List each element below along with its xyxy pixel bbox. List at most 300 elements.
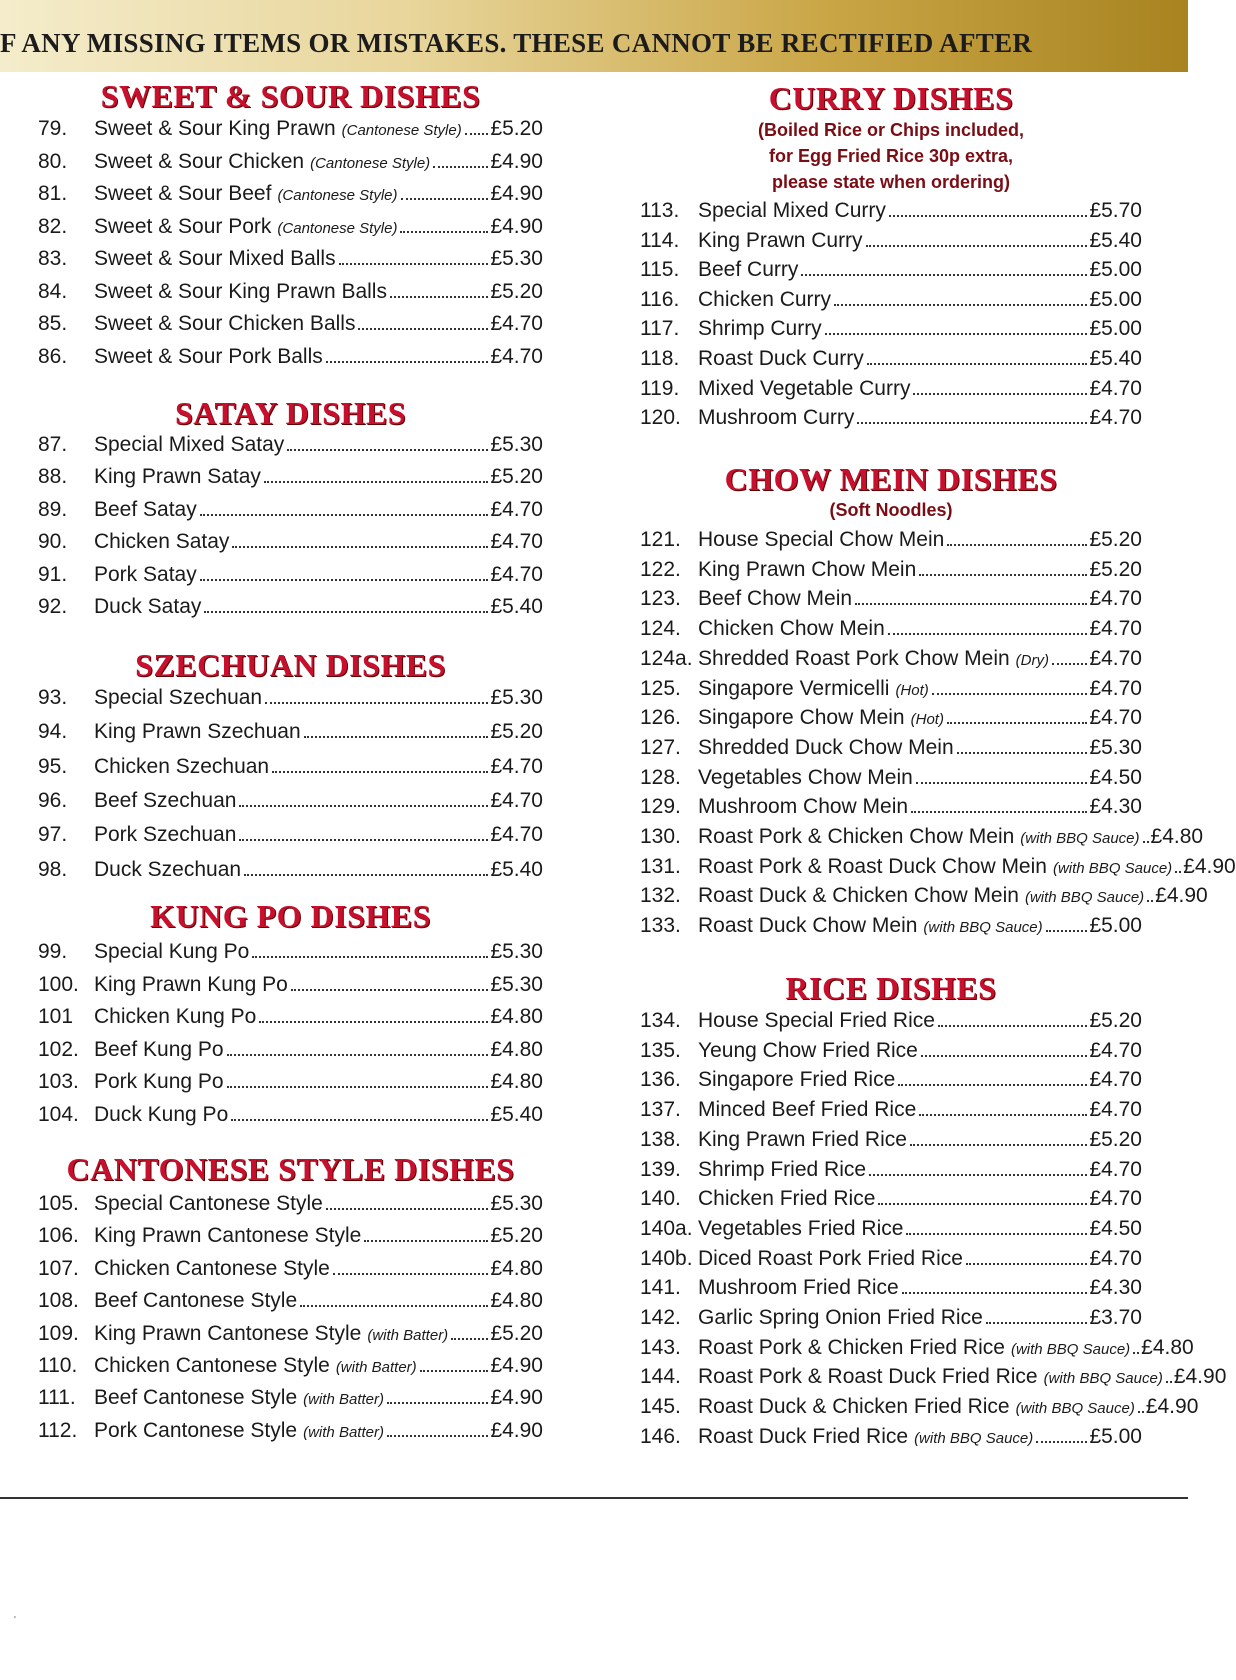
item-price: £4.50 <box>1089 765 1142 789</box>
item-price: £4.90 <box>1173 1365 1227 1389</box>
item-price: £5.20 <box>490 1224 543 1248</box>
menu-item <box>38 973 543 1003</box>
dot-leader <box>916 782 1088 784</box>
item-number: 90. <box>38 530 68 554</box>
dot-leader <box>401 198 489 200</box>
item-price: £5.30 <box>1089 735 1142 759</box>
dot-leader <box>465 133 489 135</box>
item-note: (Cantonese Style) <box>310 154 431 172</box>
item-name: Shrimp Curry <box>698 317 822 341</box>
item-name: Vegetables Fried Rice <box>698 1216 904 1240</box>
item-number: 81. <box>38 182 68 205</box>
dot-leader <box>825 333 1088 335</box>
dot-leader <box>364 1240 488 1242</box>
menu-item <box>640 1335 1194 1366</box>
item-name: Chicken Kung Po <box>94 1005 257 1029</box>
item-price: £5.30 <box>490 940 543 963</box>
section-title: RICE DISHES <box>785 970 997 1006</box>
item-price: £4.90 <box>490 1418 543 1442</box>
item-name: Roast Duck Chow Mein <box>698 914 918 938</box>
item-name: Pork Kung Po <box>94 1070 224 1094</box>
menu-item <box>640 258 1142 288</box>
item-price: £5.20 <box>1089 1127 1142 1151</box>
item-name: Roast Duck Fried Rice <box>698 1424 909 1448</box>
item-number: 127. <box>640 735 681 759</box>
item-number: 112. <box>38 1418 78 1442</box>
section-title: SATAY DISHES <box>175 395 406 431</box>
menu-item <box>38 1038 543 1068</box>
dot-leader <box>451 1338 488 1340</box>
item-price: £4.70 <box>1089 376 1142 400</box>
dot-leader <box>1166 1381 1172 1383</box>
item-price: £4.70 <box>1089 617 1142 641</box>
menu-item <box>38 940 543 970</box>
item-name: Mushroom Curry <box>698 406 855 430</box>
item-price: £5.00 <box>1089 258 1142 282</box>
item-price: £5.20 <box>490 117 543 140</box>
section-note: please state when ordering) <box>771 172 1011 192</box>
item-price: £4.70 <box>1089 1157 1142 1181</box>
item-number: 124a. <box>640 646 693 670</box>
menu-item <box>38 530 543 560</box>
dot-leader <box>291 989 489 991</box>
scan-mark: ' <box>14 1615 16 1626</box>
dot-leader <box>433 166 488 168</box>
item-name: Singapore Fried Rice <box>698 1068 896 1092</box>
item-name: Roast Duck & Chicken Fried Rice <box>698 1395 1010 1419</box>
item-number: 83. <box>38 247 68 270</box>
item-price: £4.70 <box>490 823 543 847</box>
item-price: £4.90 <box>1155 884 1208 908</box>
item-price: £4.80 <box>490 1256 543 1280</box>
item-note: (Hot) <box>895 681 929 699</box>
item-number: 80. <box>38 149 68 173</box>
item-name: Roast Duck Curry <box>698 347 864 370</box>
dot-leader <box>204 611 488 613</box>
item-price: £4.70 <box>1089 706 1142 730</box>
item-name: Shredded Roast Pork Chow Mein <box>698 646 1010 670</box>
item-price: £3.70 <box>1089 1306 1142 1329</box>
dot-leader <box>232 546 488 548</box>
item-price: £4.30 <box>1089 795 1142 819</box>
item-number: 129. <box>640 795 681 819</box>
menu-item <box>640 1276 1142 1306</box>
dot-leader <box>390 296 488 298</box>
item-name: Sweet & Sour Chicken Balls <box>94 312 356 335</box>
item-number: 97. <box>38 823 68 847</box>
item-name: Beef Satay <box>94 497 197 521</box>
item-number: 137. <box>640 1098 681 1122</box>
section-note: for Egg Fried Rice 30p extra, <box>768 146 1014 166</box>
dot-leader <box>1175 871 1181 873</box>
item-name: Duck Szechuan <box>94 857 242 881</box>
item-price: £5.20 <box>1089 1009 1142 1032</box>
menu-item <box>640 1365 1227 1395</box>
item-number: 144. <box>640 1365 681 1389</box>
item-name: Beef Cantonese Style <box>94 1386 298 1410</box>
item-name: Chicken Satay <box>94 530 230 554</box>
item-price: £5.00 <box>1089 287 1142 311</box>
menu-item <box>640 347 1142 377</box>
item-price: £4.70 <box>490 530 543 554</box>
item-note: (with Batter) <box>367 1326 449 1344</box>
dot-leader <box>287 449 488 451</box>
item-price: £4.80 <box>490 1037 543 1061</box>
item-name: Yeung Chow Fried Rice <box>698 1038 918 1062</box>
dot-leader <box>878 1203 1087 1205</box>
item-number: 117. <box>640 317 680 341</box>
item-price: £4.70 <box>490 562 543 586</box>
item-number: 91. <box>38 562 68 586</box>
item-number: 116. <box>640 287 680 311</box>
menu-item <box>38 465 543 495</box>
item-number: 124. <box>640 617 681 641</box>
item-name: Roast Pork & Roast Duck Fried Rice <box>698 1365 1038 1389</box>
item-number: 120. <box>640 406 681 430</box>
item-note: (with BBQ Sauce) <box>1010 1340 1131 1358</box>
item-number: 133. <box>640 914 681 938</box>
menu-item <box>38 182 543 212</box>
item-note: (Cantonese Style) <box>277 187 398 204</box>
item-price: £4.90 <box>490 182 543 205</box>
item-number: 79. <box>38 117 68 140</box>
item-note: (with Batter) <box>303 1391 384 1409</box>
item-number: 82. <box>38 214 68 238</box>
section-title: KUNG PO DISHES <box>150 898 431 934</box>
item-name: Special Mixed Curry <box>698 199 886 222</box>
item-number: 118. <box>640 347 680 370</box>
item-number: 130. <box>640 825 681 848</box>
item-price: £4.70 <box>1089 1038 1142 1062</box>
item-number: 136. <box>640 1068 681 1092</box>
item-name: Special Szechuan <box>94 686 263 709</box>
menu-item <box>38 1257 543 1287</box>
item-price: £4.70 <box>490 497 543 521</box>
dot-leader <box>387 1402 488 1404</box>
item-name: Beef Szechuan <box>94 788 237 812</box>
item-number: 108. <box>38 1289 79 1313</box>
menu-item <box>38 686 543 716</box>
menu-item <box>640 854 1236 885</box>
item-number: 106. <box>38 1224 79 1248</box>
item-number: 103. <box>38 1070 79 1094</box>
dot-leader <box>326 361 489 363</box>
item-price: £4.90 <box>490 149 543 173</box>
menu-item <box>640 1098 1142 1128</box>
dot-leader <box>304 736 489 738</box>
dot-leader <box>906 1233 1087 1235</box>
item-price: £5.30 <box>490 247 543 270</box>
menu-item <box>640 317 1142 347</box>
dot-leader <box>966 1263 1088 1265</box>
item-price: £5.20 <box>490 279 543 303</box>
item-price: £5.00 <box>1089 317 1142 341</box>
item-name: Mushroom Fried Rice <box>698 1276 899 1300</box>
menu-item <box>640 406 1142 436</box>
menu-item <box>38 789 543 819</box>
item-number: 113. <box>640 199 680 222</box>
dot-leader <box>919 1114 1087 1116</box>
item-name: Special Mixed Satay <box>94 433 285 456</box>
item-name: King Prawn Chow Mein <box>698 557 917 581</box>
item-price: £5.70 <box>1089 199 1142 222</box>
item-price: £4.70 <box>490 788 543 812</box>
item-number: 88. <box>38 465 68 489</box>
menu-item <box>640 647 1142 677</box>
item-name: Chicken Curry <box>698 287 832 311</box>
item-number: 107. <box>38 1256 79 1280</box>
item-number: 138. <box>640 1127 681 1151</box>
item-price: £4.90 <box>490 214 543 238</box>
section-title: SZECHUAN DISHES <box>135 647 446 683</box>
item-price: £5.30 <box>490 972 543 996</box>
item-number: 131. <box>640 854 681 878</box>
item-price: £4.30 <box>1089 1276 1142 1300</box>
item-name: Roast Duck & Chicken Chow Mein <box>698 884 1019 908</box>
menu-item <box>38 215 543 245</box>
item-name: Duck Satay <box>94 595 202 618</box>
menu-item <box>640 1039 1142 1069</box>
item-price: £4.70 <box>1089 646 1142 670</box>
item-name: King Prawn Fried Rice <box>698 1127 907 1151</box>
dot-leader <box>264 481 489 483</box>
item-number: 143. <box>640 1335 681 1359</box>
dot-leader <box>231 1119 488 1121</box>
dot-leader <box>420 1370 489 1372</box>
item-price: £5.20 <box>1089 528 1142 551</box>
item-number: 121. <box>640 528 681 551</box>
item-number: 99. <box>38 940 68 963</box>
item-number: 109. <box>38 1321 79 1345</box>
dot-leader <box>869 1174 1087 1176</box>
dot-leader <box>227 1086 489 1088</box>
item-number: 96. <box>38 788 68 812</box>
item-name: Sweet & Sour Pork Balls <box>94 344 323 368</box>
dot-leader <box>867 363 1088 365</box>
menu-item <box>38 117 543 147</box>
dot-leader <box>888 633 1088 635</box>
dot-leader <box>244 874 488 876</box>
menu-item <box>640 587 1142 617</box>
item-name: Sweet & Sour Beef <box>94 182 272 205</box>
item-number: 102. <box>38 1037 79 1061</box>
dot-leader <box>239 839 488 841</box>
menu-item <box>38 1419 543 1449</box>
item-price: £4.90 <box>1145 1395 1199 1419</box>
item-note: (with BBQ Sauce) <box>1024 889 1145 907</box>
menu-item <box>640 766 1142 796</box>
notice-banner <box>0 0 1188 72</box>
menu-item <box>38 755 543 785</box>
dot-leader <box>947 722 1087 724</box>
dot-leader <box>200 514 489 516</box>
menu-item <box>640 795 1142 825</box>
item-number: 115. <box>640 258 680 282</box>
item-name: King Prawn Cantonese Style <box>94 1321 362 1345</box>
menu-item <box>640 1068 1142 1098</box>
item-name: Roast Pork & Roast Duck Chow Mein <box>698 854 1047 878</box>
item-price: £5.40 <box>1089 228 1142 252</box>
item-number: 140. <box>640 1187 681 1211</box>
dot-leader <box>1133 1352 1139 1354</box>
menu-item <box>38 1354 543 1384</box>
item-name: Shrimp Fried Rice <box>698 1157 867 1181</box>
menu-item <box>640 558 1142 588</box>
menu-item <box>640 1395 1199 1425</box>
menu-item <box>640 1158 1142 1188</box>
menu-item <box>38 858 543 888</box>
dot-leader <box>300 1305 488 1307</box>
dot-leader <box>265 702 488 704</box>
item-name: Sweet & Sour King Prawn <box>94 117 336 140</box>
dot-leader <box>947 544 1087 546</box>
item-name: Singapore Vermicelli <box>698 676 890 700</box>
menu-item <box>38 1103 543 1133</box>
dot-leader <box>400 231 488 233</box>
item-number: 94. <box>38 720 68 744</box>
menu-item <box>640 617 1142 647</box>
item-number: 100. <box>38 972 79 996</box>
item-name: Mushroom Chow Mein <box>698 795 909 819</box>
item-name: Roast Pork & Chicken Chow Mein <box>698 825 1015 848</box>
item-price: £5.40 <box>490 595 543 618</box>
item-name: Garlic Spring Onion Fried Rice <box>698 1306 983 1329</box>
item-note: (with BBQ Sauce) <box>1015 1400 1135 1418</box>
dot-leader <box>957 752 1088 754</box>
menu-item <box>640 825 1204 855</box>
item-name: Mixed Vegetable Curry <box>698 376 911 400</box>
item-number: 105. <box>38 1192 79 1215</box>
menu-item <box>640 736 1142 766</box>
dot-leader <box>239 805 488 807</box>
item-number: 145. <box>640 1395 681 1419</box>
item-price: £4.70 <box>490 344 543 368</box>
item-number: 98. <box>38 857 68 881</box>
dot-leader <box>387 1435 488 1437</box>
item-number: 119. <box>640 376 680 400</box>
menu-item <box>38 595 543 625</box>
menu-item <box>640 884 1208 914</box>
item-price: £4.90 <box>490 1354 543 1377</box>
menu-item <box>38 150 543 180</box>
item-name: Pork Cantonese Style <box>94 1418 298 1442</box>
item-number: 110. <box>38 1354 78 1377</box>
item-number: 86. <box>38 344 68 368</box>
footer-rule <box>0 1497 1188 1499</box>
menu-item <box>640 677 1142 707</box>
menu-item <box>640 706 1142 736</box>
menu-item <box>38 823 543 853</box>
item-name: Minced Beef Fried Rice <box>698 1098 917 1122</box>
item-name: House Special Fried Rice <box>698 1009 935 1032</box>
item-number: 122. <box>640 557 681 581</box>
item-name: Beef Chow Mein <box>698 587 853 611</box>
menu-item <box>640 1247 1142 1277</box>
menu-item <box>38 280 543 310</box>
dot-leader <box>910 1144 1088 1146</box>
item-price: £4.90 <box>1183 854 1236 878</box>
item-price: £4.70 <box>490 754 543 778</box>
item-name: King Prawn Kung Po <box>94 972 288 996</box>
item-price: £5.20 <box>490 720 543 744</box>
item-price: £5.00 <box>1089 1424 1142 1448</box>
menu-item <box>640 914 1142 944</box>
section-note: (Soft Noodles) <box>829 500 953 520</box>
item-number: 92. <box>38 595 68 618</box>
item-name: Sweet & Sour King Prawn Balls <box>94 279 387 303</box>
item-price: £5.30 <box>490 433 543 456</box>
item-note: (with BBQ Sauce) <box>1020 830 1140 847</box>
item-price: £4.80 <box>1141 1335 1194 1359</box>
dot-leader <box>902 1292 1088 1294</box>
menu-item <box>38 247 543 277</box>
dot-leader <box>855 603 1087 605</box>
item-price: £4.70 <box>1089 1187 1142 1211</box>
menu-item <box>38 563 543 593</box>
item-price: £4.70 <box>1089 1098 1142 1122</box>
item-name: King Prawn Curry <box>698 228 863 252</box>
item-name: Special Kung Po <box>94 940 250 963</box>
section-title: CANTONESE STYLE DISHES <box>66 1151 515 1187</box>
item-name: Chicken Chow Mein <box>698 617 885 641</box>
item-number: 140a. <box>640 1216 693 1240</box>
item-name: Vegetables Chow Mein <box>698 765 913 789</box>
dot-leader <box>801 274 1087 276</box>
dot-leader <box>834 304 1087 306</box>
item-price: £4.70 <box>490 312 543 335</box>
item-name: Pork Szechuan <box>94 823 237 847</box>
item-price: £5.20 <box>490 1321 543 1345</box>
menu-item <box>38 433 543 463</box>
section-note: (Boiled Rice or Chips included, <box>757 120 1025 140</box>
item-price: £4.80 <box>490 1005 543 1029</box>
item-number: 146. <box>640 1424 681 1448</box>
item-number: 104. <box>38 1103 79 1126</box>
section-title: CHOW MEIN DISHES <box>724 461 1058 497</box>
menu-item <box>38 498 543 528</box>
menu-item <box>640 528 1142 558</box>
item-name: Chicken Cantonese Style <box>94 1256 330 1280</box>
item-number: 134. <box>640 1009 681 1032</box>
item-note: (with Batter) <box>335 1359 417 1376</box>
item-name: King Prawn Cantonese Style <box>94 1224 362 1248</box>
item-number: 87. <box>38 433 68 456</box>
section-title: SWEET & SOUR DISHES <box>100 78 481 114</box>
menu-item <box>640 1009 1142 1039</box>
menu-item <box>640 1187 1142 1217</box>
item-note: (with BBQ Sauce) <box>923 919 1043 937</box>
dot-leader <box>913 393 1087 395</box>
item-name: Beef Kung Po <box>94 1037 224 1061</box>
menu-item <box>640 1306 1142 1336</box>
menu-item <box>38 1192 543 1222</box>
item-number: 125. <box>640 676 681 700</box>
dot-leader <box>857 422 1087 424</box>
item-number: 139. <box>640 1157 681 1181</box>
dot-leader <box>1147 900 1153 902</box>
item-price: £4.50 <box>1089 1216 1142 1240</box>
item-price: £5.40 <box>490 857 543 881</box>
dot-leader <box>200 579 489 581</box>
item-number: 126. <box>640 706 681 730</box>
menu-item <box>640 1128 1142 1158</box>
menu-item <box>640 229 1142 259</box>
item-name: Chicken Cantonese Style <box>94 1354 330 1377</box>
dot-leader <box>932 693 1088 695</box>
menu-item <box>640 377 1142 407</box>
menu-item <box>38 312 543 342</box>
item-price: £4.70 <box>1089 1068 1142 1092</box>
